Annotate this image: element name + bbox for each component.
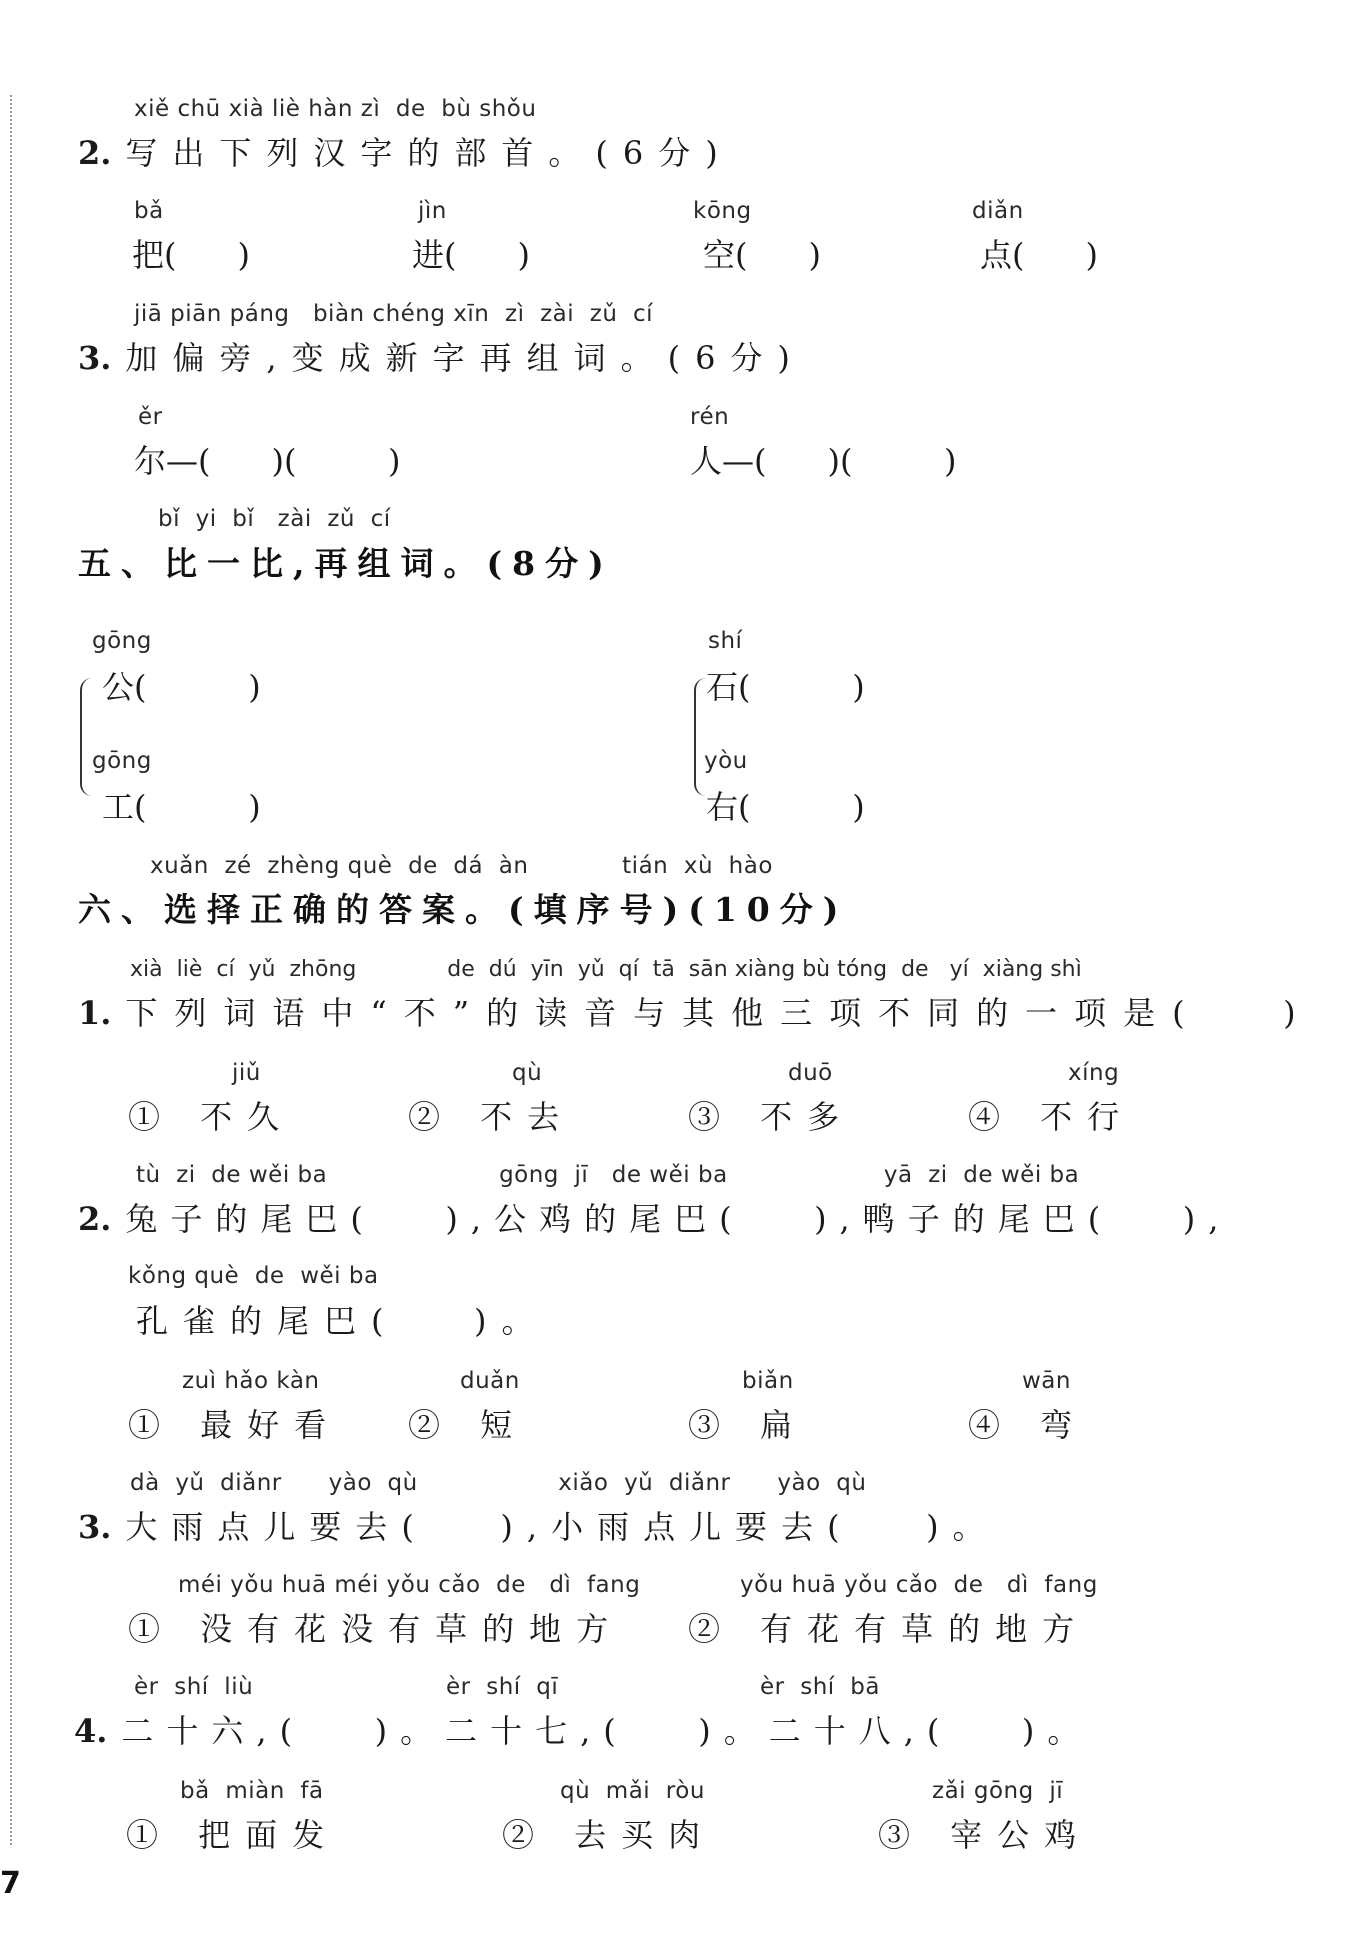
s6q4-text: 二十六,( )。二十七,( )。二十八,( )。 (121, 1712, 1093, 1750)
q2-item-pinyin: jìn (418, 198, 447, 224)
s6q3-number: 3. (78, 1508, 112, 1546)
q2-pinyin: xiě chū xià liè hàn zì de bù shǒu (134, 96, 537, 122)
q2-item: 空( ) (703, 236, 822, 274)
binding-margin-line (10, 95, 12, 1845)
s6q2-option-pinyin: duǎn (460, 1368, 520, 1394)
s6q1-option: ④ 不行 (968, 1098, 1135, 1136)
q3-item: 尔—( )( ) (134, 442, 401, 480)
q3-item: 人—( )( ) (690, 442, 957, 480)
page-number: 7 (0, 1866, 21, 1901)
s6q2-pinyin: tù zi de wěi ba gōng jī de wěi ba yā zi de wěi ba (136, 1162, 1080, 1188)
q2-item-pinyin: bǎ (134, 198, 164, 224)
s6q2-option: ③ 扁 (688, 1406, 808, 1444)
s6q1-question (78, 988, 1313, 1034)
s6q4-pinyin: èr shí liù (134, 1674, 254, 1700)
left-brace (80, 678, 96, 796)
sec5-pinyin: bǐ yi bǐ zài zǔ cí (158, 506, 391, 532)
s6q1-pinyin: xià liè cí yǔ zhōng de dú yīn yǔ qí tā sān xiàng bù tóng de yí xiàng shì (130, 957, 1082, 982)
q3-pinyin: jiā piān páng biàn chéng xīn zì zài zǔ cí (134, 301, 654, 327)
sec5-pinyin-top: gōng (92, 628, 152, 654)
s6q2-option: ② 短 (408, 1406, 528, 1444)
s6q2-option-pinyin: zuì hǎo kàn (182, 1368, 320, 1394)
s6q4-number: 4. (74, 1712, 108, 1750)
s6q1-option-pinyin: duō (788, 1060, 833, 1086)
q2-item-pinyin: diǎn (972, 198, 1024, 224)
s6q2-option: ④ 弯 (968, 1406, 1088, 1444)
sec5-title: 五、比一比,再组词。(8分) (78, 544, 614, 583)
s6q3-text: 大雨点儿要去( ),小雨点儿要去( )。 (125, 1508, 999, 1546)
s6q3-option: ② 有花有草的地方 (688, 1610, 1090, 1648)
q2-item: 把( ) (132, 236, 251, 274)
s6q1-text: 下列词语中“不”的读音与其他三项不同的一项是( ) (125, 994, 1313, 1032)
s6q4-pinyin: èr shí qī (446, 1674, 559, 1700)
q2-item: 点( ) (980, 236, 1099, 274)
left-brace (694, 678, 710, 796)
q3-text: 加偏旁,变成新字再组词。(6分) (125, 339, 805, 377)
q3-item-pinyin: rén (690, 404, 730, 430)
q2-number: 2. (78, 134, 112, 172)
s6q4-option-pinyin: zǎi gōng jī (932, 1778, 1064, 1804)
q3-item-pinyin: ěr (138, 404, 163, 430)
s6q4-question (74, 1706, 1092, 1752)
sec5-word-bottom: 工( ) (102, 788, 261, 826)
s6q4-option: ③ 宰公鸡 (878, 1816, 1092, 1854)
s6q2-option-pinyin: biǎn (742, 1368, 794, 1394)
s6q1-option-pinyin: jiǔ (232, 1060, 261, 1086)
s6q1-option: ① 不久 (128, 1098, 295, 1136)
s6q3-option-pinyin: méi yǒu huā méi yǒu cǎo de dì fang (178, 1572, 641, 1598)
sec5-word-top: 石( ) (706, 668, 865, 706)
q2-question (78, 128, 733, 174)
s6q2-pinyin-line2: kǒng què de wěi ba (128, 1263, 379, 1289)
s6q4-option-pinyin: qù mǎi ròu (560, 1778, 705, 1804)
s6q4-pinyin: èr shí bā (760, 1674, 880, 1700)
s6q2-text-line2: 孔雀的尾巴( )。 (136, 1302, 549, 1340)
s6q1-option-pinyin: xíng (1068, 1060, 1120, 1086)
q3-question (78, 333, 805, 379)
s6q3-option-pinyin: yǒu huā yǒu cǎo de dì fang (740, 1572, 1098, 1598)
sec5-word-bottom: 右( ) (706, 788, 865, 826)
s6q2-text: 兔子的尾巴( ),公鸡的尾巴( ),鸭子的尾巴( ), (125, 1200, 1232, 1238)
s6q2-number: 2. (78, 1200, 112, 1238)
s6q2-option-pinyin: wān (1022, 1368, 1071, 1394)
sec5-pinyin-bottom: yòu (704, 748, 748, 774)
q2-item: 进( ) (412, 236, 531, 274)
s6q1-option: ② 不去 (408, 1098, 575, 1136)
s6q1-option-pinyin: qù (512, 1060, 543, 1086)
sec5-word-top: 公( ) (102, 668, 261, 706)
s6q3-option: ① 没有花没有草的地方 (128, 1610, 624, 1648)
q3-number: 3. (78, 339, 112, 377)
sec6-pinyin: xuǎn zé zhèng què de dá àn tián xù hào (150, 853, 773, 879)
sec6-title: 六、选择正确的答案。(填序号)(10分) (78, 890, 849, 929)
sec5-pinyin-top: shí (708, 628, 743, 654)
q2-text: 写出下列汉字的部首。(6分) (125, 134, 733, 172)
s6q2-option: ① 最好看 (128, 1406, 342, 1444)
s6q3-question (78, 1502, 999, 1548)
s6q4-option-pinyin: bǎ miàn fā (180, 1778, 324, 1804)
sec5-pinyin-bottom: gōng (92, 748, 152, 774)
s6q3-pinyin: dà yǔ diǎnr yào qù xiǎo yǔ diǎnr yào qù (130, 1470, 867, 1496)
q2-item-pinyin: kōng (693, 198, 752, 224)
s6q4-option: ① 把面发 (126, 1816, 340, 1854)
s6q1-option: ③ 不多 (688, 1098, 855, 1136)
s6q1-number: 1. (78, 994, 112, 1032)
s6q2-question (78, 1194, 1231, 1240)
s6q4-option: ② 去买肉 (502, 1816, 716, 1854)
